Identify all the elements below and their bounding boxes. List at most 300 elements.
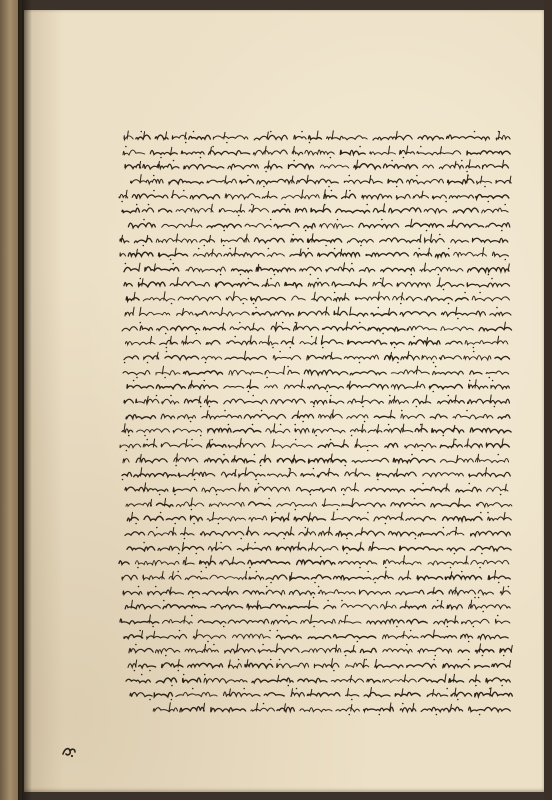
ink-dot bbox=[147, 362, 149, 364]
ink-word-stroke bbox=[148, 531, 176, 536]
ink-word-stroke bbox=[122, 473, 132, 477]
ink-dot bbox=[500, 494, 502, 496]
manuscript-line bbox=[122, 409, 512, 423]
ink-dot bbox=[402, 703, 404, 705]
ink-dot bbox=[302, 420, 304, 422]
ink-dot bbox=[141, 673, 143, 675]
ink-word-stroke bbox=[147, 634, 187, 638]
ink-dot bbox=[235, 336, 237, 338]
ink-word-stroke bbox=[341, 194, 355, 198]
ink-word-stroke bbox=[239, 472, 265, 477]
ink-word-stroke bbox=[440, 164, 464, 168]
manuscript-line bbox=[124, 658, 512, 672]
ink-word-stroke bbox=[203, 591, 238, 595]
ink-ascender-stroke bbox=[138, 263, 139, 271]
ink-dot bbox=[185, 142, 187, 144]
ink-word-stroke bbox=[125, 605, 160, 609]
ink-word-stroke bbox=[383, 560, 421, 565]
ink-ascender-stroke bbox=[498, 132, 499, 139]
ink-word-stroke bbox=[500, 649, 511, 653]
ink-dot bbox=[221, 541, 223, 543]
ink-dot bbox=[433, 391, 435, 393]
ink-word-stroke bbox=[277, 635, 302, 639]
ink-dot bbox=[256, 571, 258, 573]
ink-word-stroke bbox=[371, 312, 397, 316]
ink-dot bbox=[263, 186, 265, 188]
ink-word-stroke bbox=[293, 326, 318, 331]
ink-dot bbox=[314, 626, 316, 628]
ink-word-stroke bbox=[277, 707, 294, 711]
ink-dot bbox=[508, 585, 510, 587]
ink-dot bbox=[190, 420, 192, 422]
ink-dot bbox=[455, 439, 457, 441]
ink-ascender-stroke bbox=[451, 572, 452, 579]
ink-word-stroke bbox=[185, 399, 201, 403]
ink-ascender-stroke bbox=[172, 572, 173, 579]
ink-dot bbox=[137, 567, 139, 569]
ink-word-stroke bbox=[425, 209, 448, 213]
ink-ascender-stroke bbox=[453, 439, 454, 447]
ink-ascender-stroke bbox=[324, 189, 325, 197]
ink-dot bbox=[330, 189, 332, 191]
ink-dot bbox=[279, 351, 281, 353]
ink-dot bbox=[401, 409, 403, 411]
ink-word-stroke bbox=[447, 605, 462, 609]
ink-dot bbox=[416, 406, 418, 408]
manuscript-line bbox=[116, 291, 512, 305]
ink-dot bbox=[255, 307, 257, 309]
ink-word-stroke bbox=[156, 370, 180, 374]
ink-word-stroke bbox=[169, 179, 203, 184]
ink-ascender-stroke bbox=[292, 176, 293, 183]
manuscript-line bbox=[120, 511, 513, 525]
ink-word-stroke bbox=[174, 457, 198, 461]
ink-dot bbox=[273, 274, 275, 276]
ink-word-stroke bbox=[228, 164, 258, 169]
ink-word-stroke bbox=[469, 473, 510, 477]
ink-dot bbox=[226, 142, 228, 144]
ink-ascender-stroke bbox=[204, 645, 205, 653]
ink-word-stroke bbox=[308, 635, 331, 638]
ink-dot bbox=[349, 189, 351, 191]
ink-ascender-stroke bbox=[176, 453, 177, 461]
ink-dot bbox=[337, 219, 339, 221]
ink-dot bbox=[503, 655, 505, 657]
ink-word-stroke bbox=[490, 312, 511, 316]
ink-word-stroke bbox=[391, 502, 425, 506]
ink-dot bbox=[126, 450, 128, 452]
ink-word-stroke bbox=[300, 708, 332, 712]
ink-dot bbox=[351, 263, 353, 265]
ink-word-stroke bbox=[325, 267, 353, 272]
ink-word-stroke bbox=[265, 385, 278, 388]
ink-ascender-stroke bbox=[450, 704, 451, 711]
manuscript-line bbox=[115, 189, 511, 203]
ink-word-stroke bbox=[495, 356, 509, 359]
ink-word-stroke bbox=[178, 414, 196, 418]
ink-ascender-stroke bbox=[268, 336, 269, 344]
ink-word-stroke bbox=[342, 502, 385, 506]
ink-ascender-stroke bbox=[142, 630, 143, 637]
ink-word-stroke bbox=[159, 209, 172, 212]
ink-word-stroke bbox=[291, 693, 304, 697]
ink-dot bbox=[330, 439, 332, 441]
ink-dot bbox=[207, 640, 209, 642]
ink-word-stroke bbox=[124, 399, 133, 403]
ink-dot bbox=[474, 596, 476, 598]
ink-dot bbox=[178, 670, 180, 672]
ink-word-stroke bbox=[469, 605, 511, 609]
ink-word-stroke bbox=[245, 663, 273, 668]
ink-word-stroke bbox=[498, 414, 510, 418]
ink-word-stroke bbox=[322, 326, 366, 330]
ink-dot bbox=[263, 703, 265, 705]
ink-dot bbox=[448, 248, 450, 250]
ink-dot bbox=[367, 512, 369, 514]
ink-dot bbox=[313, 468, 315, 470]
handwritten-text-block bbox=[118, 134, 514, 706]
scan-right-border bbox=[544, 0, 552, 800]
ink-dot bbox=[311, 336, 313, 338]
ink-dot bbox=[361, 244, 363, 246]
ink-dot bbox=[481, 655, 483, 657]
ink-word-stroke bbox=[435, 253, 449, 257]
ink-dot bbox=[194, 479, 196, 481]
ink-ascender-stroke bbox=[136, 660, 137, 667]
ink-dot bbox=[479, 714, 481, 716]
ink-word-stroke bbox=[419, 267, 462, 272]
ink-dot bbox=[468, 640, 470, 642]
ink-word-stroke bbox=[479, 327, 511, 331]
ink-dot bbox=[227, 424, 229, 426]
ink-word-stroke bbox=[225, 193, 260, 198]
ink-dot bbox=[308, 248, 310, 250]
ink-word-stroke bbox=[231, 269, 252, 272]
ink-dot bbox=[289, 468, 291, 470]
ink-word-stroke bbox=[407, 326, 437, 331]
ink-dot bbox=[266, 585, 268, 587]
ink-dot bbox=[195, 332, 197, 334]
ink-dot bbox=[479, 292, 481, 294]
ink-word-stroke bbox=[468, 399, 510, 404]
ink-ascender-stroke bbox=[247, 527, 248, 535]
ink-word-stroke bbox=[185, 649, 218, 653]
ink-word-stroke bbox=[319, 414, 343, 418]
ink-word-stroke bbox=[407, 663, 436, 668]
ink-dot bbox=[135, 644, 137, 646]
ink-word-stroke bbox=[135, 561, 179, 565]
ink-dot bbox=[389, 395, 391, 397]
ink-dot bbox=[475, 684, 477, 686]
ink-word-stroke bbox=[277, 458, 305, 462]
ink-word-stroke bbox=[243, 590, 264, 593]
ink-ascender-stroke bbox=[132, 513, 133, 521]
ink-word-stroke bbox=[162, 399, 179, 404]
manuscript-line bbox=[123, 379, 511, 393]
ink-word-stroke bbox=[233, 429, 260, 433]
ink-word-stroke bbox=[156, 326, 167, 330]
ink-word-stroke bbox=[211, 605, 243, 609]
ink-ascender-stroke bbox=[284, 366, 285, 374]
ink-word-stroke bbox=[188, 663, 223, 668]
ink-dot bbox=[455, 527, 457, 529]
ink-word-stroke bbox=[161, 443, 202, 447]
ink-word-stroke bbox=[392, 370, 430, 374]
ink-word-stroke bbox=[289, 590, 314, 595]
ink-word-stroke bbox=[350, 370, 386, 374]
ink-dot bbox=[364, 420, 366, 422]
ink-word-stroke bbox=[191, 516, 203, 521]
ink-dot bbox=[218, 523, 220, 525]
ink-dot bbox=[382, 332, 384, 334]
ink-word-stroke bbox=[308, 385, 344, 389]
ink-word-stroke bbox=[182, 546, 203, 551]
ink-dot bbox=[333, 670, 335, 672]
ink-word-stroke bbox=[427, 694, 448, 697]
ink-ascender-stroke bbox=[244, 351, 245, 359]
ink-ascender-stroke bbox=[185, 558, 186, 565]
ink-word-stroke bbox=[256, 267, 295, 272]
ink-ascender-stroke bbox=[306, 528, 307, 535]
ink-ascender-stroke bbox=[344, 294, 345, 301]
ink-word-stroke bbox=[123, 458, 129, 462]
ink-word-stroke bbox=[222, 238, 250, 242]
ink-ascender-stroke bbox=[446, 484, 447, 491]
ink-word-stroke bbox=[334, 634, 376, 638]
ink-word-stroke bbox=[373, 135, 412, 140]
ink-ascender-stroke bbox=[325, 307, 326, 315]
ink-word-stroke bbox=[448, 223, 484, 227]
ink-word-stroke bbox=[413, 399, 431, 403]
ink-word-stroke bbox=[355, 445, 378, 448]
ink-word-stroke bbox=[125, 312, 133, 316]
ink-word-stroke bbox=[347, 384, 388, 389]
ink-word-stroke bbox=[422, 355, 437, 359]
ink-ascender-stroke bbox=[479, 644, 480, 652]
ink-word-stroke bbox=[289, 164, 314, 168]
ink-word-stroke bbox=[397, 282, 430, 286]
ink-ascender-stroke bbox=[211, 147, 212, 154]
ink-dot bbox=[418, 248, 420, 250]
ink-word-stroke bbox=[200, 239, 215, 241]
ink-word-stroke bbox=[368, 430, 382, 433]
ink-dot bbox=[501, 230, 503, 232]
ink-word-stroke bbox=[431, 429, 463, 434]
ink-ascender-stroke bbox=[196, 629, 197, 637]
ink-word-stroke bbox=[252, 311, 293, 316]
ink-word-stroke bbox=[407, 619, 427, 623]
ink-word-stroke bbox=[176, 311, 192, 315]
ink-word-stroke bbox=[169, 575, 181, 579]
ink-word-stroke bbox=[213, 136, 247, 140]
ink-dot bbox=[293, 233, 295, 235]
ink-word-stroke bbox=[139, 664, 156, 668]
ink-word-stroke bbox=[428, 590, 443, 594]
ink-dot bbox=[172, 684, 174, 686]
ink-dot bbox=[328, 600, 330, 602]
ink-dot bbox=[433, 659, 435, 661]
ink-dot bbox=[270, 277, 272, 279]
ink-word-stroke bbox=[467, 282, 509, 286]
ink-dot bbox=[473, 351, 475, 353]
ink-ascender-stroke bbox=[407, 351, 408, 359]
ink-ascender-stroke bbox=[273, 439, 274, 447]
manuscript-line bbox=[120, 350, 512, 364]
ink-ascender-stroke bbox=[361, 528, 362, 535]
ink-dot bbox=[200, 435, 202, 437]
ink-word-stroke bbox=[309, 458, 347, 463]
ink-ascender-stroke bbox=[405, 674, 406, 681]
ink-word-stroke bbox=[300, 342, 317, 345]
ink-word-stroke bbox=[425, 238, 445, 242]
ink-word-stroke bbox=[440, 444, 462, 447]
ink-dot bbox=[457, 699, 459, 701]
ink-word-stroke bbox=[120, 619, 159, 624]
ink-dot bbox=[457, 318, 459, 320]
ink-dot bbox=[349, 175, 351, 177]
ink-dot bbox=[394, 347, 396, 349]
ink-word-stroke bbox=[400, 708, 416, 712]
ink-word-stroke bbox=[455, 298, 468, 301]
ink-word-stroke bbox=[430, 385, 463, 390]
ink-word-stroke bbox=[163, 605, 206, 609]
ink-dot bbox=[140, 131, 142, 133]
ink-word-stroke bbox=[190, 194, 219, 198]
ink-ascender-stroke bbox=[265, 146, 266, 154]
ink-dot bbox=[243, 688, 245, 690]
ink-word-stroke bbox=[251, 708, 275, 711]
ink-word-stroke bbox=[433, 371, 464, 375]
ink-word-stroke bbox=[248, 501, 270, 505]
ink-word-stroke bbox=[413, 195, 428, 198]
ink-dot bbox=[149, 670, 151, 672]
ink-dot bbox=[172, 263, 174, 265]
ink-word-stroke bbox=[321, 165, 349, 168]
ink-word-stroke bbox=[308, 136, 321, 140]
ink-word-stroke bbox=[431, 503, 471, 507]
ink-dot bbox=[288, 684, 290, 686]
manuscript-line bbox=[123, 541, 513, 555]
ink-dot bbox=[435, 365, 437, 367]
ink-ascender-stroke bbox=[413, 703, 414, 711]
ink-word-stroke bbox=[344, 179, 382, 183]
ink-dot bbox=[283, 538, 285, 540]
ink-word-stroke bbox=[298, 678, 327, 682]
ink-word-stroke bbox=[430, 414, 447, 418]
ink-word-stroke bbox=[475, 650, 493, 653]
ink-word-stroke bbox=[396, 590, 424, 594]
ink-dot bbox=[392, 160, 394, 162]
ink-dot bbox=[219, 274, 221, 276]
ink-word-stroke bbox=[359, 590, 390, 595]
ink-dot bbox=[341, 600, 343, 602]
ink-dot bbox=[178, 552, 180, 554]
ink-dot bbox=[156, 395, 158, 397]
ink-word-stroke bbox=[370, 151, 396, 154]
ink-dot bbox=[267, 376, 269, 378]
ink-word-stroke bbox=[333, 298, 348, 301]
ink-dot bbox=[191, 615, 193, 617]
ink-word-stroke bbox=[144, 356, 159, 359]
ink-dot bbox=[446, 688, 448, 690]
ink-dot bbox=[136, 523, 138, 525]
ink-word-stroke bbox=[389, 208, 421, 213]
ink-word-stroke bbox=[472, 296, 509, 301]
ink-dot bbox=[367, 450, 369, 452]
ink-word-stroke bbox=[209, 150, 250, 154]
ink-word-stroke bbox=[478, 634, 508, 638]
ink-word-stroke bbox=[475, 458, 508, 462]
ink-word-stroke bbox=[207, 179, 236, 184]
ink-dot bbox=[143, 244, 145, 246]
ink-dot bbox=[481, 552, 483, 554]
ink-ascender-stroke bbox=[428, 248, 429, 256]
ink-word-stroke bbox=[120, 253, 125, 257]
ink-dot bbox=[270, 629, 272, 631]
ink-dot bbox=[192, 596, 194, 598]
ink-dot bbox=[149, 699, 151, 701]
ink-dot bbox=[238, 659, 240, 661]
ink-word-stroke bbox=[202, 487, 236, 492]
ink-word-stroke bbox=[374, 516, 403, 521]
ink-word-stroke bbox=[383, 679, 417, 682]
ink-dot bbox=[122, 479, 124, 481]
ink-word-stroke bbox=[500, 591, 510, 595]
ink-dot bbox=[224, 409, 226, 411]
ink-word-stroke bbox=[486, 371, 509, 374]
ink-word-stroke bbox=[171, 194, 187, 198]
ink-ascender-stroke bbox=[312, 233, 313, 241]
ink-dot bbox=[410, 274, 412, 276]
ink-word-stroke bbox=[388, 179, 403, 183]
ink-word-stroke bbox=[228, 443, 265, 448]
ink-word-stroke bbox=[395, 693, 420, 697]
ink-word-stroke bbox=[383, 634, 419, 638]
ink-word-stroke bbox=[183, 678, 201, 683]
manuscript-line bbox=[125, 643, 513, 657]
ink-dot bbox=[144, 541, 146, 543]
ink-word-stroke bbox=[258, 648, 299, 653]
ink-word-stroke bbox=[486, 678, 510, 682]
ink-dot bbox=[268, 248, 270, 250]
ink-dot bbox=[365, 659, 367, 661]
manuscript-line bbox=[119, 335, 510, 349]
ink-dot bbox=[414, 497, 416, 499]
manuscript-line bbox=[116, 614, 512, 628]
ink-word-stroke bbox=[273, 209, 290, 212]
ink-word-stroke bbox=[264, 532, 294, 536]
ink-dot bbox=[437, 600, 439, 602]
ink-ascender-stroke bbox=[247, 660, 248, 667]
ink-dot bbox=[313, 406, 315, 408]
ink-word-stroke bbox=[266, 429, 290, 433]
ink-word-stroke bbox=[143, 575, 164, 580]
ink-word-stroke bbox=[123, 591, 142, 595]
ink-word-stroke bbox=[314, 663, 338, 668]
ink-dot bbox=[320, 556, 322, 558]
manuscript-line bbox=[121, 159, 511, 173]
ink-dot bbox=[367, 204, 369, 206]
ink-word-stroke bbox=[185, 576, 207, 579]
manuscript-line bbox=[116, 247, 510, 261]
ink-dot bbox=[505, 204, 507, 206]
ink-word-stroke bbox=[160, 341, 178, 345]
ink-ascender-stroke bbox=[455, 587, 456, 594]
ink-word-stroke bbox=[488, 576, 510, 580]
ink-dot bbox=[192, 688, 194, 690]
ink-word-stroke bbox=[222, 472, 237, 477]
ink-dot bbox=[351, 435, 353, 437]
